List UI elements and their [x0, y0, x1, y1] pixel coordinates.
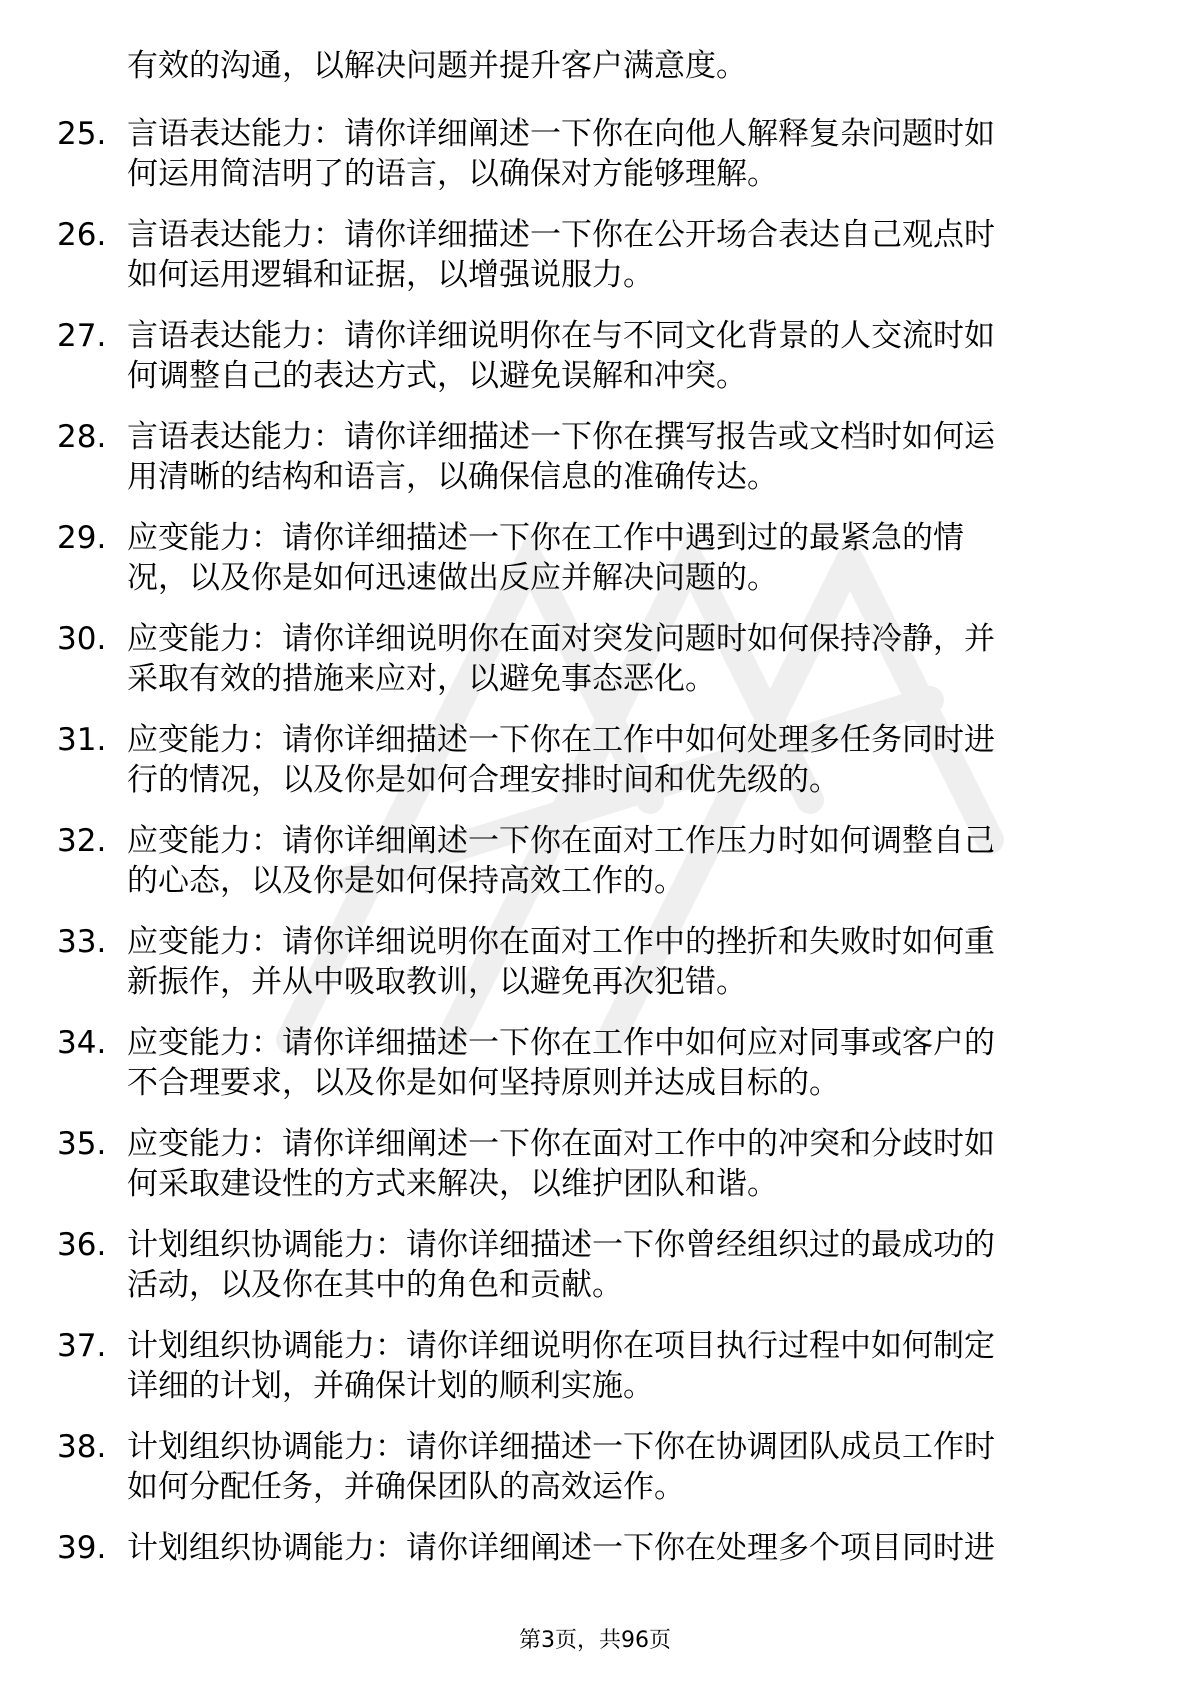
- list-item: [0, 1528, 1190, 1629]
- list-item: [0, 1326, 1190, 1427]
- page-number-footer: 第3页，共96页: [519, 1628, 671, 1653]
- question-text-line: 计划组织协调能力：请你详细阐述一下你在处理多个项目同时进: [127, 1530, 995, 1566]
- question-number: 31.: [57, 722, 107, 758]
- question-text-line: 不合理要求，以及你是如何坚持原则并达成目标的。: [127, 1065, 840, 1101]
- question-text-line: 应变能力：请你详细阐述一下你在面对工作压力时如何调整自己: [127, 823, 995, 859]
- list-item: [0, 720, 1190, 821]
- question-text-line: 计划组织协调能力：请你详细描述一下你在协调团队成员工作时: [127, 1429, 995, 1465]
- question-text-line: 应变能力：请你详细说明你在面对突发问题时如何保持冷静，并: [127, 621, 995, 657]
- question-text-line: 言语表达能力：请你详细阐述一下你在向他人解释复杂问题时如: [127, 116, 995, 152]
- question-text-line: 计划组织协调能力：请你详细说明你在项目执行过程中如何制定: [127, 1328, 995, 1364]
- list-item: [0, 417, 1190, 518]
- question-text-line: 用清晰的结构和语言，以确保信息的准确传达。: [127, 459, 778, 495]
- question-text-line: 详细的计划，并确保计划的顺利实施。: [127, 1368, 654, 1404]
- continuation-text: 有效的沟通，以解决问题并提升客户满意度。: [127, 48, 747, 84]
- question-text-line: 应变能力：请你详细描述一下你在工作中遇到过的最紧急的情: [127, 520, 964, 556]
- question-number: 30.: [57, 621, 107, 657]
- question-number: 29.: [57, 520, 107, 556]
- question-number: 25.: [57, 116, 107, 152]
- question-number: 28.: [57, 419, 107, 455]
- question-text-line: 言语表达能力：请你详细描述一下你在公开场合表达自己观点时: [127, 217, 995, 253]
- question-text-line: 活动，以及你在其中的角色和贡献。: [127, 1267, 623, 1303]
- question-text-line: 采取有效的措施来应对，以避免事态恶化。: [127, 661, 716, 697]
- question-text-line: 行的情况，以及你是如何合理安排时间和优先级的。: [127, 762, 840, 798]
- question-text-line: 何采取建设性的方式来解决，以维护团队和谐。: [127, 1166, 778, 1202]
- question-number: 27.: [57, 318, 107, 354]
- list-item: [0, 1225, 1190, 1326]
- question-text-line: 何调整自己的表达方式，以避免误解和冲突。: [127, 358, 747, 394]
- question-number: 38.: [57, 1429, 107, 1465]
- question-number: 26.: [57, 217, 107, 253]
- question-number: 32.: [57, 823, 107, 859]
- question-text-line: 的心态，以及你是如何保持高效工作的。: [127, 863, 685, 899]
- question-text-line: 应变能力：请你详细阐述一下你在面对工作中的冲突和分歧时如: [127, 1126, 995, 1162]
- question-text-line: 新振作，并从中吸取教训，以避免再次犯错。: [127, 964, 747, 1000]
- list-item: [0, 1023, 1190, 1124]
- question-text-line: 应变能力：请你详细描述一下你在工作中如何处理多任务同时进: [127, 722, 995, 758]
- list-item: [0, 1427, 1190, 1528]
- list-item: [0, 215, 1190, 316]
- list-item: [0, 114, 1190, 215]
- question-text-line: 况，以及你是如何迅速做出反应并解决问题的。: [127, 560, 778, 596]
- question-list: [0, 114, 1190, 1629]
- question-text-line: 应变能力：请你详细描述一下你在工作中如何应对同事或客户的: [127, 1025, 995, 1061]
- question-text-line: 应变能力：请你详细说明你在面对工作中的挫折和失败时如何重: [127, 924, 995, 960]
- question-text-line: 何运用简洁明了的语言，以确保对方能够理解。: [127, 156, 778, 192]
- question-number: 36.: [57, 1227, 107, 1263]
- question-number: 37.: [57, 1328, 107, 1364]
- question-number: 35.: [57, 1126, 107, 1162]
- list-item: [0, 821, 1190, 922]
- list-item: [0, 619, 1190, 720]
- question-text-line: 言语表达能力：请你详细说明你在与不同文化背景的人交流时如: [127, 318, 995, 354]
- question-number: 33.: [57, 924, 107, 960]
- list-item: [0, 1124, 1190, 1225]
- question-text-line: 计划组织协调能力：请你详细描述一下你曾经组织过的最成功的: [127, 1227, 995, 1263]
- question-number: 39.: [57, 1530, 107, 1566]
- question-text-line: 如何运用逻辑和证据，以增强说服力。: [127, 257, 654, 293]
- list-item: [0, 922, 1190, 1023]
- question-text-line: 如何分配任务，并确保团队的高效运作。: [127, 1469, 685, 1505]
- list-item: [0, 518, 1190, 619]
- list-item: [0, 316, 1190, 417]
- question-text-line: 言语表达能力：请你详细描述一下你在撰写报告或文档时如何运: [127, 419, 995, 455]
- question-number: 34.: [57, 1025, 107, 1061]
